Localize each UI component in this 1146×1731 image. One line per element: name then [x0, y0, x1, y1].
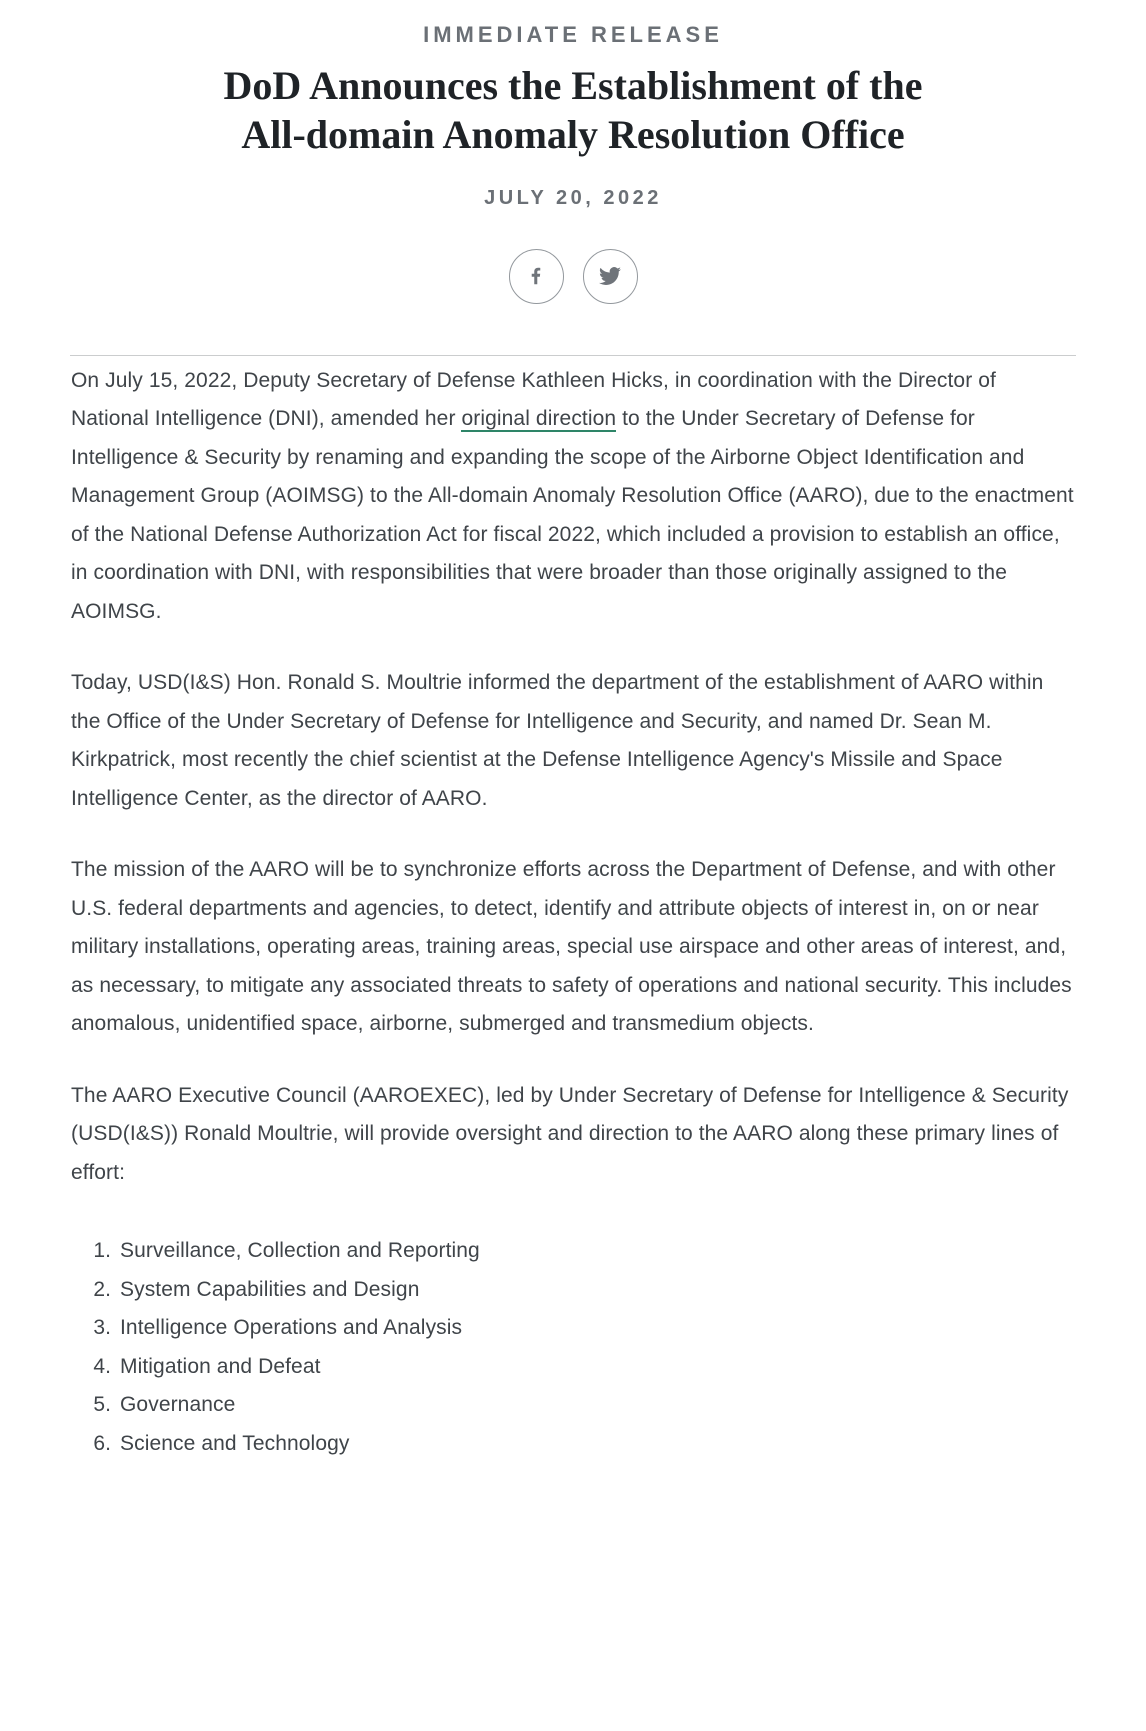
facebook-icon: [525, 265, 547, 287]
release-type-label: IMMEDIATE RELEASE: [423, 22, 723, 47]
list-item: 6. Science and Technology: [117, 1425, 1075, 1464]
list-item: 3. Intelligence Operations and Analysis: [117, 1309, 1075, 1348]
paragraph-text: to the Under Secretary of Defense for Intelligence & Security by renaming and expanding the scope of the Airborne Object Identification and Management Group (AOIMSG) to the All-domain Anomaly Resolution Office (AARO), due to the enactment of the National Defense Authorization Act for fiscal 2022, which included a provision to establish an office, in coordination with DNI, with responsibilities that were broader than those originally assigned to the AOIMSG.: [71, 407, 1074, 623]
paragraph-text: On July 15, 2022, Deputy Secretary of Defense Kathleen Hicks, in coordination with the Director of National Intelligence (DNI), amended her: [71, 368, 996, 431]
social-share-bar: [0, 249, 1146, 304]
article-body: [71, 356, 1075, 1464]
publish-date: JULY 20, 2022: [484, 186, 662, 209]
list-item: 2. System Capabilities and Design: [117, 1271, 1075, 1310]
paragraph: Today, USD(I&S) Hon. Ronald S. Moultrie informed the department of the establishment of AARO within the Office of the Under Secretary of Defense for Intelligence and Security, and named Dr. Sean M. Kirkpatrick, most recently the chief scientist at the Defense Intelligence Agency's Missile and Space Intelligence Center, as the director of AARO.: [71, 671, 1044, 810]
twitter-icon: [599, 265, 621, 287]
page-title: DoD Announces the Establishment of the All-domain Anomaly Resolution Office: [223, 63, 923, 157]
paragraph: The AARO Executive Council (AAROEXEC), led by Under Secretary of Defense for Intelligence & Security (USD(I&S)) Ronald Moultrie, will provide oversight and direction to the AARO along these primary lines of effort:: [71, 1083, 1069, 1184]
list-item: 4. Mitigation and Defeat: [117, 1348, 1075, 1387]
facebook-share-button[interactable]: [509, 249, 564, 304]
paragraph: [71, 362, 1075, 632]
paragraph: The mission of the AARO will be to synchronize efforts across the Department of Defense, and with other U.S. federal departments and agencies, to detect, identify and attribute objects of interest in, on or near military installations, operating areas, training areas, special use airspace and other areas of interest, and, as necessary, to mitigate any associated threats to safety of operations and national security. This includes anomalous, unidentified space, airborne, submerged and transmedium objects.: [71, 858, 1072, 1036]
article-header: [0, 22, 1146, 304]
original-direction-link[interactable]: original direction: [461, 407, 617, 431]
lines-of-effort-list: [71, 1232, 1075, 1463]
list-item: 1. Surveillance, Collection and Reporting: [117, 1232, 1075, 1271]
twitter-share-button[interactable]: [583, 249, 638, 304]
list-item: 5. Governance: [117, 1386, 1075, 1425]
